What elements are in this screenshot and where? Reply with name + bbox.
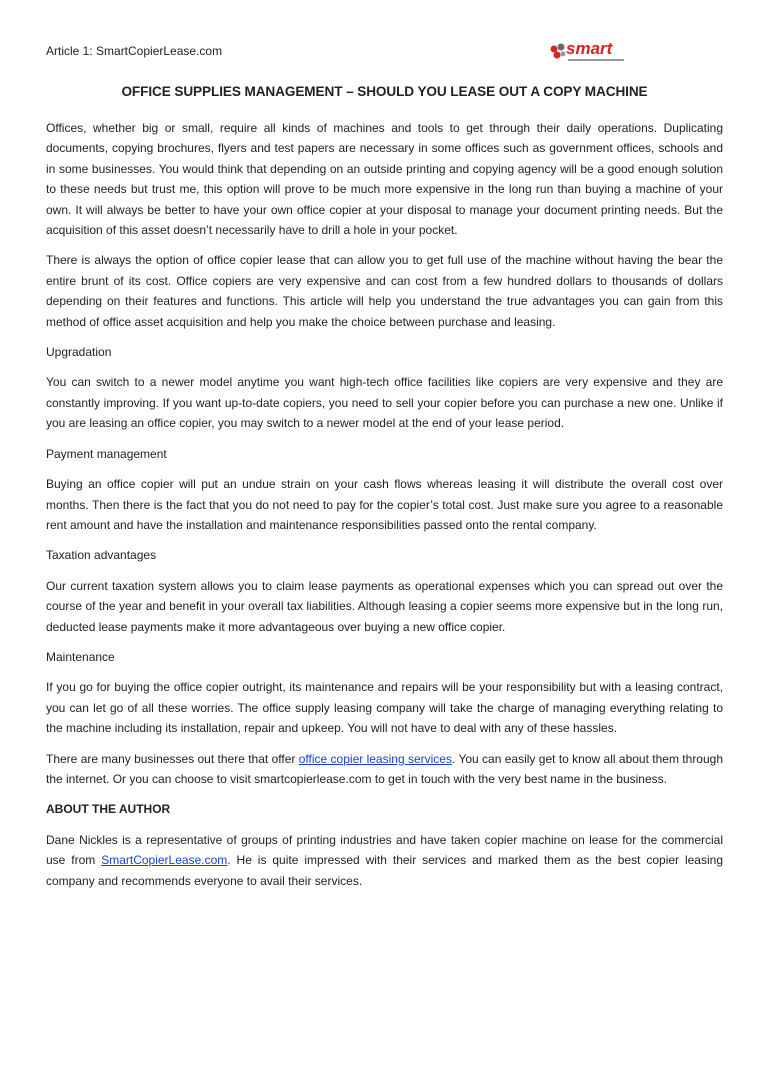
section-heading-taxation: Taxation advantages: [46, 548, 157, 563]
article-body: [46, 118, 723, 901]
office-copier-leasing-link[interactable]: office copier leasing services: [298, 751, 452, 766]
logo-dot: [554, 52, 561, 59]
document-page: [46, 0, 723, 1087]
smartcopierlease-link[interactable]: SmartCopierLease.com: [101, 853, 228, 868]
logo-dot: [561, 52, 566, 57]
services-text-after: . You can easily get to know all about them through the internet. Or you can choose to visit smartcopierlease.com to get in touch with the very best name in the business.: [46, 751, 724, 786]
author-text-after: . He is quite impressed with their services and marked them as the best copier leasing company and recommends everyone to avail their services.: [46, 853, 723, 888]
section-heading-payment: Payment management: [46, 446, 167, 461]
logo-underline: [568, 59, 624, 61]
services-text-before: There are many businesses out there that offer: [46, 751, 299, 766]
page-title: OFFICE SUPPLIES MANAGEMENT – SHOULD YOU LEASE OUT A COPY MACHINE: [121, 84, 648, 99]
author-text-before: Dane Nickles is a representative of groups of printing industries and have taken copier machine on lease for the commercial use from: [46, 832, 723, 868]
section-heading-upgradation: Upgradation: [46, 345, 112, 360]
logo-dot: [551, 46, 558, 53]
smart-logo: [546, 37, 628, 65]
paragraph-intro: Offices, whether big or small, require all kinds of machines and tools to get through their daily operations. Duplicating documents, copying brochures, flyers and test papers are necessary in some offices such as government offices, schools and in some businesses. You would think that depending on an outside printing and copying agency will be a good enough solution to these needs but trust me, this option will prove to be much more expensive in the long run than buying a machine of your own. It will always be better to have your own office copier at your disposal to manage your document printing needs. But the acquisition of this asset doesn’t necessarily have to drill a hole in your pocket.: [46, 121, 723, 238]
section-heading-maintenance: Maintenance: [46, 649, 115, 664]
paragraph-taxation: Our current taxation system allows you to claim lease payments as operational expenses which you can spread out over the course of the year and benefit in your overall tax liabilities. Although leasing a copier seems more expensive but in the long run, deducted lease payments make it more advantageous over buying a new office copier.: [46, 578, 723, 634]
paragraph-maintenance: If you go for buying the office copier outright, its maintenance and repairs will be your responsibility but with a leasing contract, you can let go of all these worries. The office supply leasing company will take the charge of managing everything relating to the machine including its installation, repair and upkeep. You will not have to deal with any of these hassles.: [46, 680, 723, 736]
article-label: Article 1: SmartCopierLease.com: [46, 44, 223, 58]
paragraph-author: [46, 830, 723, 891]
section-heading-author: ABOUT THE AUTHOR: [46, 802, 171, 817]
logo-text: smart: [566, 39, 613, 58]
logo-dot: [558, 44, 565, 51]
paragraph-payment: Buying an office copier will put an undue strain on your cash flows whereas leasing it will distribute the overall cost over months. Then there is the fact that you do not need to pay for the copier’s total cost. Just make sure you agree to a reasonable rent amount and have the installation and maintenance responsibilities passed onto the rental company.: [46, 477, 723, 532]
paragraph-upgradation: You can switch to a newer model anytime you want high-tech office facilities like copiers are very expensive and they are constantly improving. If you want up-to-date copiers, you need to sell your copier before you can purchase a new one. Unlike if you are leasing an office copier, you may switch to a newer model at the end of your lease period.: [46, 375, 723, 431]
paragraph-services: [46, 749, 723, 790]
paragraph-lease-option: There is always the option of office copier lease that can allow you to get full use of the machine without having the bear the entire brunt of its cost. Office copiers are very expensive and can cost from a few hundred dollars to thousands of dollars depending on their features and functions. This article will help you understand the true advantages you can gain from this method of office asset acquisition and help you make the choice between purchase and leasing.: [46, 253, 723, 329]
